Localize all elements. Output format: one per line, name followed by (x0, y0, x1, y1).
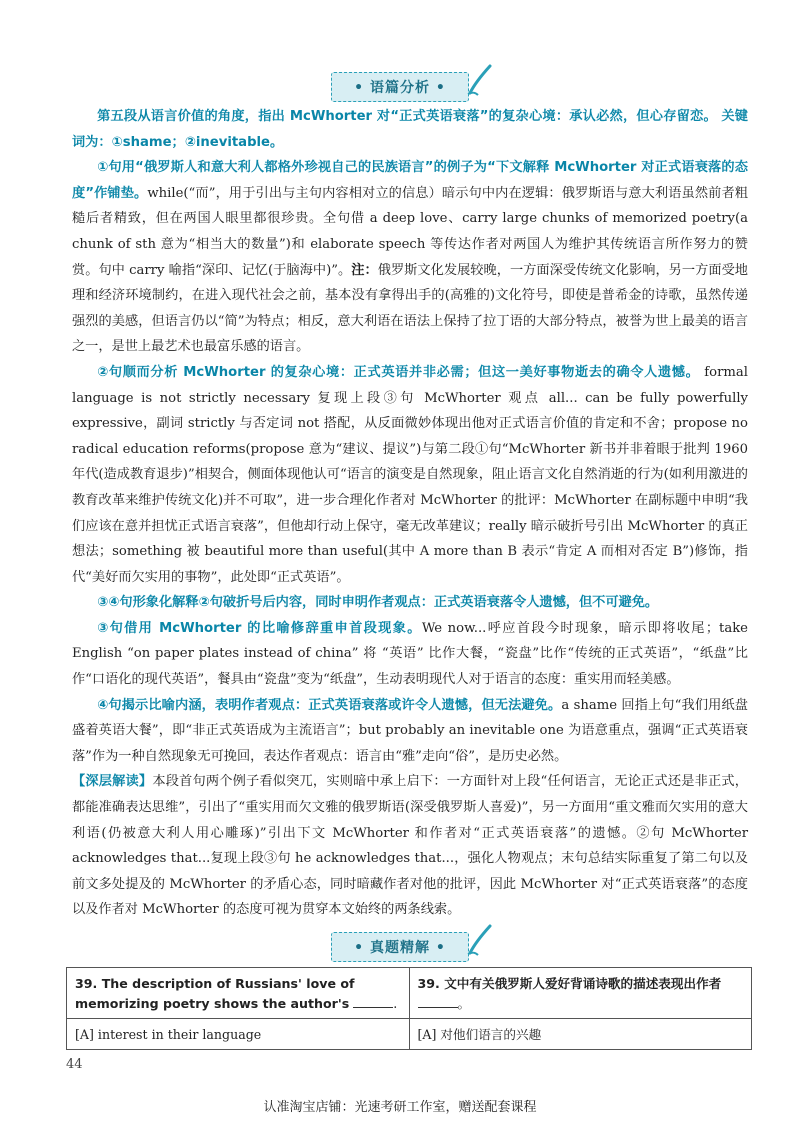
analysis-banner-title: • 语篇分析 • (354, 80, 446, 96)
question-en-cell (67, 968, 410, 1019)
footer-text: 认准淘宝店铺：光速考研工作室，赠送配套课程 (263, 1100, 537, 1115)
answer-blank (418, 995, 458, 1008)
deep-reading-body: 本段首句两个例子看似突兀，实则暗中承上启下：一方面针对上段“任何语言，无论正式还是非正式，都能准确表达思维”，引出了“重实用而欠文雅的俄罗斯语(深受俄罗斯人喜爱)”，另一方面用“重文雅而欠实用的意大利语(仍被意大利人用心雕琢)”引出下文 McWhorter 和作者对“正式英语衰落”的遗憾。②句 McWhorter acknowledges that...复现上段③句 he acknowledges that...，强化人物观点；末句总结实际重复了第二句以及前文多处提及的 McWhorter 的矛盾心态，同时暗藏作者对他的批评，因此 McWhorter 对“正式英语衰落”的态度以及作者对 McWhorter 的态度可视为贯穿本文始终的两条线索。 (72, 774, 748, 918)
question-en-stem: 39. The description of Russians' love of memorizing poetry shows the author's (75, 976, 355, 1011)
question-cn-cell (409, 968, 752, 1019)
analysis-content (72, 104, 748, 923)
sentence4-body: a shame 回指上句“我们用纸盘盛着英语大餐”，即“非正式英语成为主流语言”；but probably an inevitable one 为语意重点，强调“正式英语衰落”作为一种自然现象无可挽回，表达作者观点：语言由“雅”走向“俗”，是历史必然。 (72, 697, 748, 764)
sentence2-body: formal language is not strictly necessary 复现上段③句 McWhorter 观点 all... can be fully powerfully expressive，副词 strictly 与否定词 not 搭配，从反面微妙体现出他对正式语言价值的肯定和不舍；propose no radical education reforms(propose 意为“建议、提议”)与第二段①句“McWhorter 新书并非着眼于批判 1960 年代(造成教育退步)”相契合，侧面体现他认可“语言的演变是自然现象，阻止语言文化自然消逝的行为(如利用激进的教育改革来维护传统文化)并不可取”，进一步合理化作者对 McWhorter 的批评：McWhorter 在副标题中申明“我们应该在意并担忧正式语言衰落”，但他却行动上保守，毫无改革建议；really 暗示破折号引出 McWhorter 的真正想法；something 被 beautiful more than useful(其中 A more than B 表示“肯定 A 而相对否定 B”)修饰，指代“美好而欠实用的事物”，此处即“正式英语”。 (72, 364, 748, 585)
keywords-text: 关键词为：①shame；②inevitable。 (72, 109, 748, 150)
deep-reading-label: 【深层解读】 (72, 774, 153, 790)
intro-paragraph (72, 104, 748, 155)
question-row (67, 968, 752, 1019)
note-label: 注： (351, 262, 378, 278)
intro-text: 第五段从语言价值的角度，指出 McWhorter 对“正式英语衰落”的复杂心境：承认必然，但心存留恋。 (97, 109, 717, 124)
sentence3-paragraph (72, 616, 748, 693)
sentence1-body: while(“而”，用于引出与主句内容相对立的信息）暗示句中内在逻辑：俄罗斯语与意大利语虽然前者粗糙后者精致，但在两国人眼里都很珍贵。全句借 a deep love、carry large chunks of memorized poetry(a chunk of sth 意为“相当大的数量”)和 elaborate speech 等传达作者对两国人为维护其传统语言所作努力的赞赏。句中 carry 喻指“深印、记忆(于脑海中)”。 (72, 185, 748, 278)
option-row (67, 1019, 752, 1050)
sentence4-heading: ④句揭示比喻内涵，表明作者观点：正式英语衰落或许令人遗憾，但无法避免。 (97, 697, 562, 713)
analysis-banner-box (331, 72, 469, 102)
page-number: 44 (66, 1057, 83, 1072)
answer-blank (353, 995, 393, 1008)
sentence3-body: We now...呼应首段今时现象，暗示即将收尾；take English “on paper plates instead of china” 将 “英语” 比作大餐，“瓷盘”比作“传统的正式英语”，“纸盘”比作“口语化的现代英语”，餐具由“瓷盘”变为“纸盘”，生动表明现代人对于语言的态度：重实用而轻美感。 (72, 620, 748, 688)
sentence2-paragraph (72, 360, 748, 590)
deep-reading-paragraph (72, 769, 748, 923)
solution-banner-box (331, 932, 469, 962)
question-en-end: . (393, 996, 398, 1011)
analysis-banner (0, 72, 800, 102)
question-cn-stem: 39. 文中有关俄罗斯人爱好背诵诗歌的描述表现出作者 (417, 976, 722, 991)
sentence34-heading: ③④句形象化解释②句破折号后内容，同时申明作者观点：正式英语衰落令人遗憾，但不可避免。 (97, 595, 659, 611)
option-en-a: [A] interest in their language (67, 1019, 410, 1050)
sentence34-paragraph (72, 590, 748, 616)
question-cn-end: 。 (457, 996, 471, 1011)
solution-banner (0, 932, 800, 962)
pen-brush-icon (466, 63, 494, 97)
sentence4-paragraph (72, 693, 748, 770)
sentence3-heading: ③句借用 McWhorter 的比喻修辞重申首段现象。 (97, 620, 422, 636)
option-cn-a: [A] 对他们语言的兴趣 (409, 1019, 752, 1050)
question-table (66, 967, 752, 1050)
sentence2-heading: ②句顺而分析 McWhorter 的复杂心境：正式英语并非必需；但这一美好事物逝去的确令人遗憾。 (97, 364, 700, 380)
pen-brush-icon (466, 923, 494, 957)
sentence1-heading: ①句用“俄罗斯人和意大利人都格外珍视自己的民族语言”的例子为“下文解释 McWhorter 对正式语衰落的态度”作铺垫。 (72, 160, 748, 201)
sentence1-paragraph (72, 155, 748, 360)
note-body: 俄罗斯文化发展较晚，一方面深受传统文化影响，另一方面受地理和经济环境制约，在进入现代社会之前，基本没有拿得出手的(高雅的)文化符号，即使是普希金的诗歌，虽然传递强烈的美感，但语言仍以“简”为特点；相反，意大利语在语法上保持了拉丁语的大部分特点，被誉为世上最美的语言之一，是世上最艺术也最富乐感的语言。 (72, 262, 748, 355)
solution-banner-title: • 真题精解 • (354, 940, 446, 956)
